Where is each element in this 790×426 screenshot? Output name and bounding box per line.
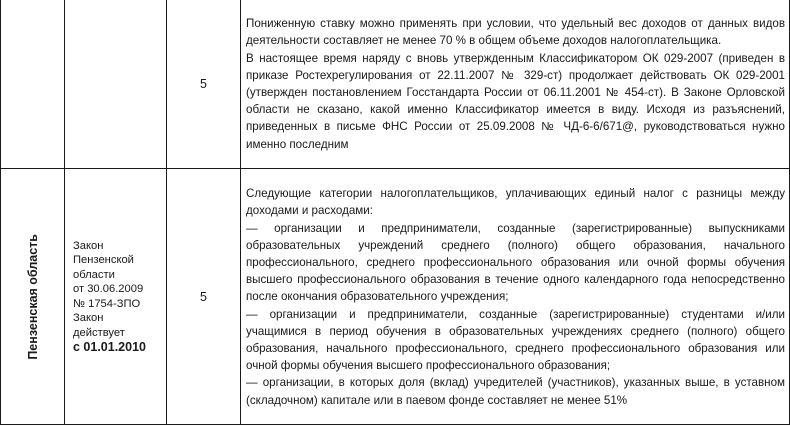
rate-cell: 5 [167, 0, 241, 169]
region-cell [1, 169, 65, 425]
law-line: области [73, 268, 115, 281]
table-row [1, 169, 790, 425]
note-paragraph: В настоящее время наряду с вновь утвержденным Классификатором ОК 029-2007 (приведен в приказе Ростехрегулирования от 22.11.2007 № 329-ст) продолжает действовать ОК 029-2001 (утвержден постановлением Госстандарта России от 06.11.2001 № 454-ст). В Законе Орловской области не сказано, какой именно Классификатор имеется в виду. Исходя из разъяснений, приведенных в письме ФНС России от 25.09.2008 № ЧД-6-6/671@, руководствоваться нужно именно последним [246, 51, 785, 151]
note-paragraph: — организации и предприниматели, созданные (зарегистрированные) студентами и/или учащимися в период обучения в образовательных учреждениях среднего (полного) общего образования, начального профессионального, среднего профессионального образования или очной формы обучения высшего профессионального образования; [246, 307, 785, 373]
law-cell [65, 169, 167, 425]
note-cell [241, 0, 790, 169]
rate-cell: 5 [167, 169, 241, 425]
law-line: от 30.06.2009 [73, 283, 144, 295]
law-line: действует [73, 326, 125, 339]
law-line: Закон [73, 239, 104, 252]
note-cell [241, 169, 790, 425]
law-line: Пензенской [73, 254, 134, 266]
region-cell [1, 0, 65, 169]
note-paragraph: Пониженную ставку можно применять при условии, что удельный вес доходов от данных видов деятельности составляет не менее 70 % в общем объеме доходов налогоплательщика. [246, 17, 785, 48]
note-paragraph: Следующие категории налогоплательщиков, уплачивающих единый налог с разницы между доходами и расходами: [246, 187, 785, 218]
note-paragraph: — организации и предприниматели, созданные (зарегистрированные) выпускниками образовательных учреждений среднего (полного) общего образования, начального профессионального, среднего профессионального образования или очной формы обучения высшего профессионального образования в течение одного календарного года непосредственно после окончания образовательного учреждения; [246, 221, 785, 304]
law-cell [65, 0, 167, 169]
law-line: № 1754-ЗПО [73, 297, 141, 310]
region-name: Пензенская область [25, 233, 40, 360]
law-effective-date: с 01.01.2010 [73, 340, 146, 354]
note-paragraph: — организации, в которых доля (вклад) учредителей (участников), указанных выше, в уставном (складочном) капитале или в паевом фонде составляет не менее 51% [246, 376, 785, 407]
law-line: Закон [73, 312, 104, 324]
table-row [1, 0, 790, 169]
